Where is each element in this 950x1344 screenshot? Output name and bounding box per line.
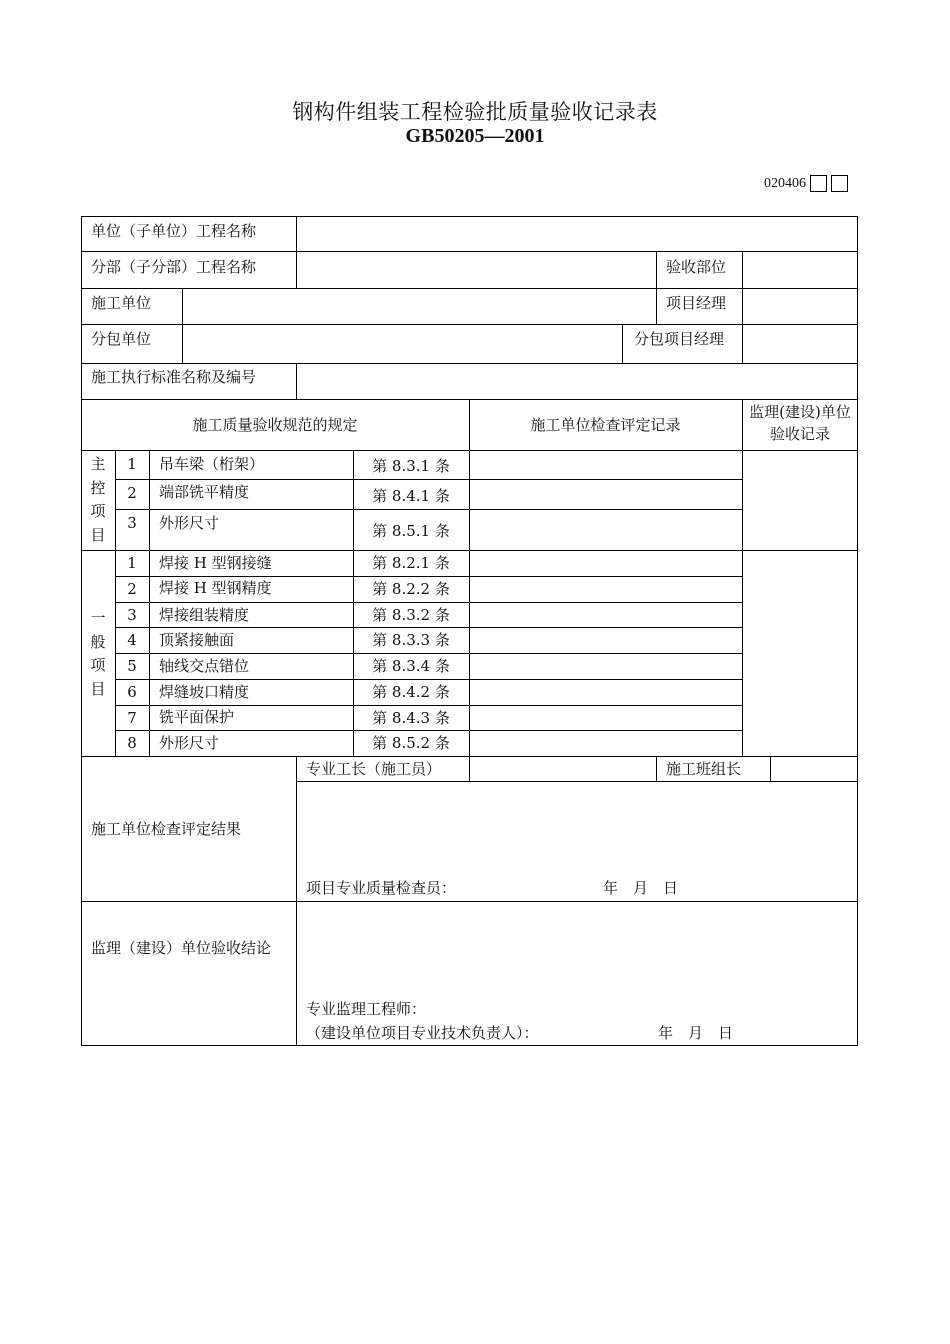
general-item-name: 外形尺寸 — [159, 734, 220, 752]
general-item-no: 4 — [127, 631, 137, 649]
main-items-supervision[interactable] — [749, 456, 851, 544]
general-item-record[interactable] — [476, 708, 736, 728]
general-item-name: 焊缝坡口精度 — [159, 683, 250, 701]
general-item-record[interactable] — [476, 630, 736, 650]
general-item-name: 顶紧接触面 — [159, 631, 235, 649]
general-item-clause: 第 8.3.4 条 — [372, 657, 450, 675]
general-item-record[interactable] — [476, 682, 736, 702]
general-item-record[interactable] — [476, 733, 736, 753]
standard-code: GB50205—2001 — [405, 125, 545, 147]
inspector-label: 项目专业质量检查员： — [306, 879, 457, 897]
general-item-name: 铣平面保护 — [159, 708, 235, 726]
supervision-column-header: 监理(建设)单位验收记录 — [749, 403, 851, 443]
unit-project-value[interactable] — [306, 221, 846, 245]
main-item-record[interactable] — [476, 516, 736, 544]
general-item-name: 轴线交点错位 — [159, 657, 250, 675]
general-item-no: 2 — [127, 580, 137, 598]
inspection-part-label: 验收部位 — [666, 258, 727, 276]
general-item-clause: 第 8.2.2 条 — [372, 580, 450, 598]
main-item-name: 端部铣平精度 — [159, 483, 250, 501]
inspection-form — [81, 216, 858, 1046]
main-item-clause: 第 8.4.1 条 — [372, 487, 450, 505]
main-item-no: 3 — [127, 514, 137, 532]
record-column-header: 施工单位检查评定记录 — [530, 416, 681, 434]
code-box-1[interactable] — [810, 175, 827, 192]
main-item-record[interactable] — [476, 454, 736, 476]
general-item-name: 焊接 H 型钢精度 — [159, 579, 272, 597]
construction-unit-label: 施工单位 — [91, 294, 152, 312]
team-leader-label: 施工班组长 — [666, 760, 742, 778]
construction-result-label: 施工单位检查评定结果 — [91, 820, 242, 838]
general-items-label: 一 般 项 目 — [90, 609, 106, 698]
construction-unit-value[interactable] — [191, 293, 646, 317]
general-item-record[interactable] — [476, 579, 736, 599]
general-item-no: 1 — [127, 554, 137, 572]
main-item-name: 外形尺寸 — [159, 514, 220, 532]
subcontract-manager-label: 分包项目经理 — [634, 330, 725, 348]
sub-project-value[interactable] — [306, 257, 646, 281]
supervision-result-label: 监理（建设）单位验收结论 — [91, 939, 272, 957]
general-item-clause: 第 8.4.2 条 — [372, 683, 450, 701]
general-item-name: 焊接组装精度 — [159, 606, 250, 624]
general-item-no: 7 — [127, 709, 137, 727]
standard-name-label: 施工执行标准名称及编号 — [91, 368, 257, 386]
general-item-no: 8 — [127, 734, 137, 752]
standard-name-value[interactable] — [306, 367, 846, 391]
sub-project-label: 分部（子分部）工程名称 — [91, 258, 257, 276]
unit-project-label: 单位（子单位）工程名称 — [91, 222, 257, 240]
form-code-number: 020406 — [764, 175, 806, 191]
construction-result-value[interactable] — [306, 788, 846, 868]
general-item-record[interactable] — [476, 553, 736, 573]
form-code — [764, 175, 848, 192]
general-item-no: 3 — [127, 606, 137, 624]
general-item-name: 焊接 H 型钢接缝 — [159, 554, 272, 572]
subcontract-manager-value[interactable] — [751, 329, 851, 353]
team-leader-value[interactable] — [776, 759, 851, 779]
general-item-clause: 第 8.3.2 条 — [372, 606, 450, 624]
general-item-no: 5 — [127, 657, 137, 675]
spec-column-header: 施工质量验收规范的规定 — [192, 416, 358, 434]
main-item-name: 吊车梁（桁架） — [159, 455, 265, 473]
general-item-clause: 第 8.4.3 条 — [372, 709, 450, 727]
main-item-record[interactable] — [476, 484, 736, 506]
main-item-no: 1 — [127, 455, 137, 473]
tech-lead-label: （建设单位项目专业技术负责人）： — [306, 1024, 539, 1042]
subcontract-unit-value[interactable] — [191, 329, 611, 353]
subcontract-unit-label: 分包单位 — [91, 330, 152, 348]
general-item-no: 6 — [127, 683, 137, 701]
general-item-record[interactable] — [476, 656, 736, 676]
main-item-clause: 第 8.3.1 条 — [372, 457, 450, 475]
form-title: 钢构件组装工程检验批质量验收记录表 — [292, 100, 658, 124]
engineer-label: 专业监理工程师： — [306, 1000, 427, 1018]
supervision-result-value[interactable] — [306, 908, 846, 993]
code-box-2[interactable] — [831, 175, 848, 192]
general-item-clause: 第 8.3.3 条 — [372, 631, 450, 649]
main-items-label: 主 控 项 目 — [90, 455, 106, 544]
general-item-clause: 第 8.5.2 条 — [372, 734, 450, 752]
project-manager-label: 项目经理 — [666, 294, 727, 312]
main-item-no: 2 — [127, 484, 137, 502]
project-manager-value[interactable] — [751, 293, 851, 317]
general-item-record[interactable] — [476, 605, 736, 625]
supervision-date: 年 月 日 — [658, 1024, 734, 1042]
foreman-value[interactable] — [476, 759, 651, 779]
inspection-part-value[interactable] — [751, 257, 851, 281]
inspector-date: 年 月 日 — [603, 879, 679, 897]
general-items-supervision[interactable] — [749, 556, 851, 751]
main-item-clause: 第 8.5.1 条 — [372, 522, 450, 540]
general-item-clause: 第 8.2.1 条 — [372, 554, 450, 572]
foreman-label: 专业工长（施工员） — [306, 760, 442, 778]
